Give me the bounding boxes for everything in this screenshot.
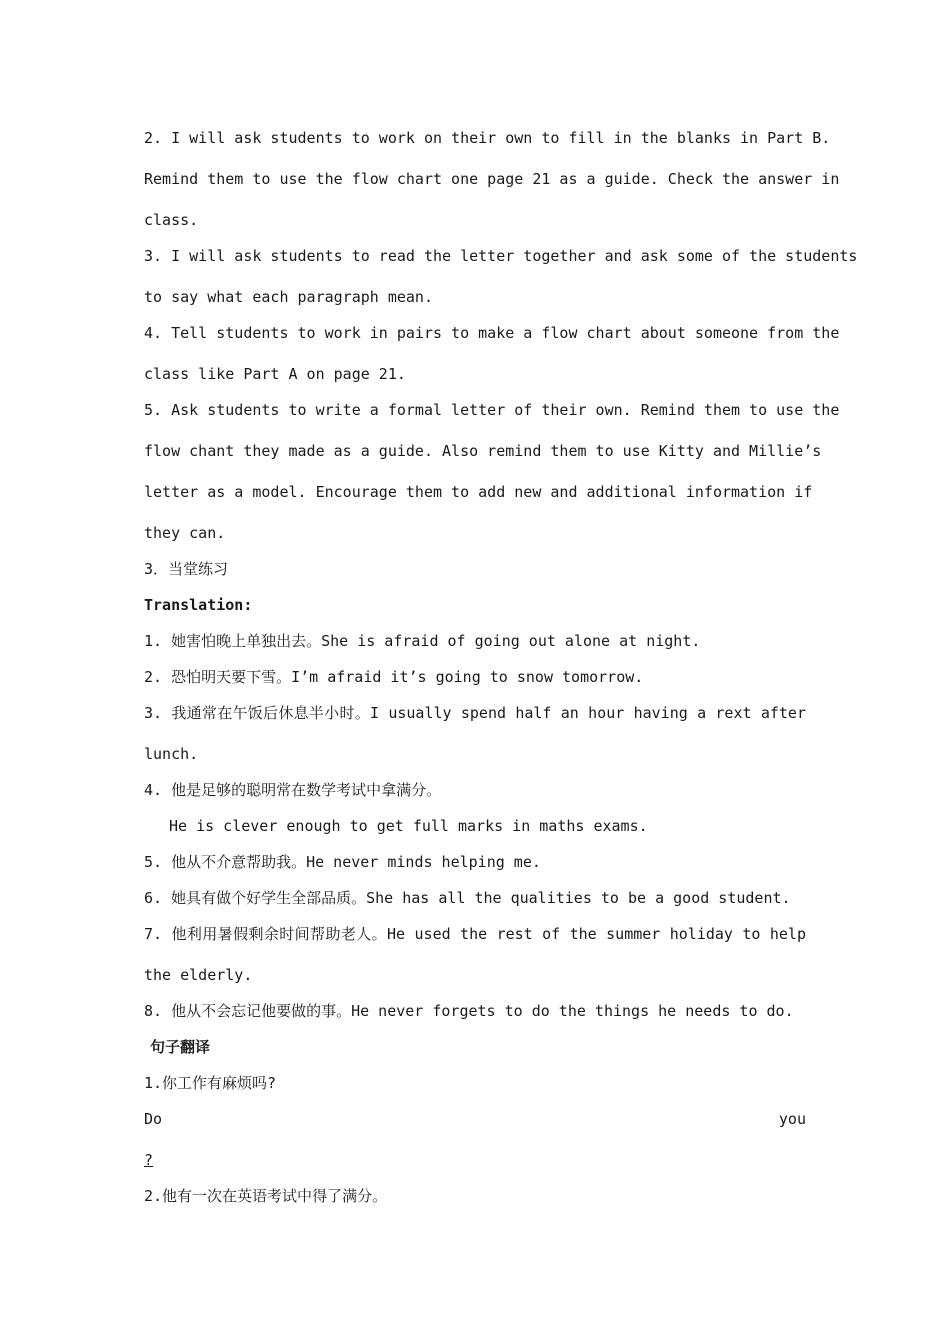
- answer-mark: ?: [144, 1151, 154, 1169]
- text-line: lunch.: [144, 745, 199, 763]
- translation-answer: He is clever enough to get full marks in maths exams.: [169, 817, 648, 835]
- text-line: 3. I will ask students to read the letter together and ask some of the students: [144, 247, 858, 265]
- translation-item: 3. 我通常在午饭后休息半小时。I usually spend half an hour having a rext after: [144, 704, 806, 722]
- translation-heading: Translation:: [144, 596, 253, 614]
- text-line: class.: [144, 211, 199, 229]
- translation-item: 7. 他利用暑假剩余时间帮助老人。He used the rest of the summer holiday to help: [144, 925, 806, 943]
- exercise-question: 2.他有一次在英语考试中得了满分。: [144, 1187, 388, 1205]
- exercise-blank-row: [144, 1109, 806, 1129]
- translation-item: 1. 她害怕晚上单独出去。She is afraid of going out alone at night.: [144, 632, 701, 650]
- text-line: Remind them to use the flow chart one page 21 as a guide. Check the answer in: [144, 170, 840, 188]
- translation-item: 6. 她具有做个好学生全部品质。She has all the qualities to be a good student.: [144, 889, 791, 907]
- translation-item: 5. 他从不介意帮助我。He never minds helping me.: [144, 853, 541, 871]
- text-line: flow chant they made as a guide. Also remind them to use Kitty and Millie’s: [144, 442, 822, 460]
- blank-row-right: you: [778, 1110, 806, 1128]
- text-line: they can.: [144, 524, 226, 542]
- sentence-translation-heading: 句子翻译: [150, 1038, 211, 1056]
- text-line: letter as a model. Encourage them to add new and additional information if: [144, 483, 813, 501]
- blank-row-left: Do: [144, 1110, 163, 1128]
- translation-item: 8. 他从不会忘记他要做的事。He never forgets to do the things he needs to do.: [144, 1002, 794, 1020]
- translation-item: 4. 他是足够的聪明常在数学考试中拿满分。: [144, 781, 442, 799]
- text-line: 2. I will ask students to work on their own to fill in the blanks in Part B.: [144, 129, 831, 147]
- text-line: the elderly.: [144, 966, 253, 984]
- translation-item: 2. 恐怕明天要下雪。I’m afraid it’s going to snow tomorrow.: [144, 668, 644, 686]
- text-line: class like Part A on page 21.: [144, 365, 406, 383]
- text-line: 4. Tell students to work in pairs to make a flow chart about someone from the: [144, 324, 840, 342]
- text-line: 5. Ask students to write a formal letter of their own. Remind them to use the: [144, 401, 840, 419]
- section-heading: 3．当堂练习: [144, 560, 229, 578]
- text-line: to say what each paragraph mean.: [144, 288, 433, 306]
- exercise-question: 1.你工作有麻烦吗?: [144, 1074, 277, 1092]
